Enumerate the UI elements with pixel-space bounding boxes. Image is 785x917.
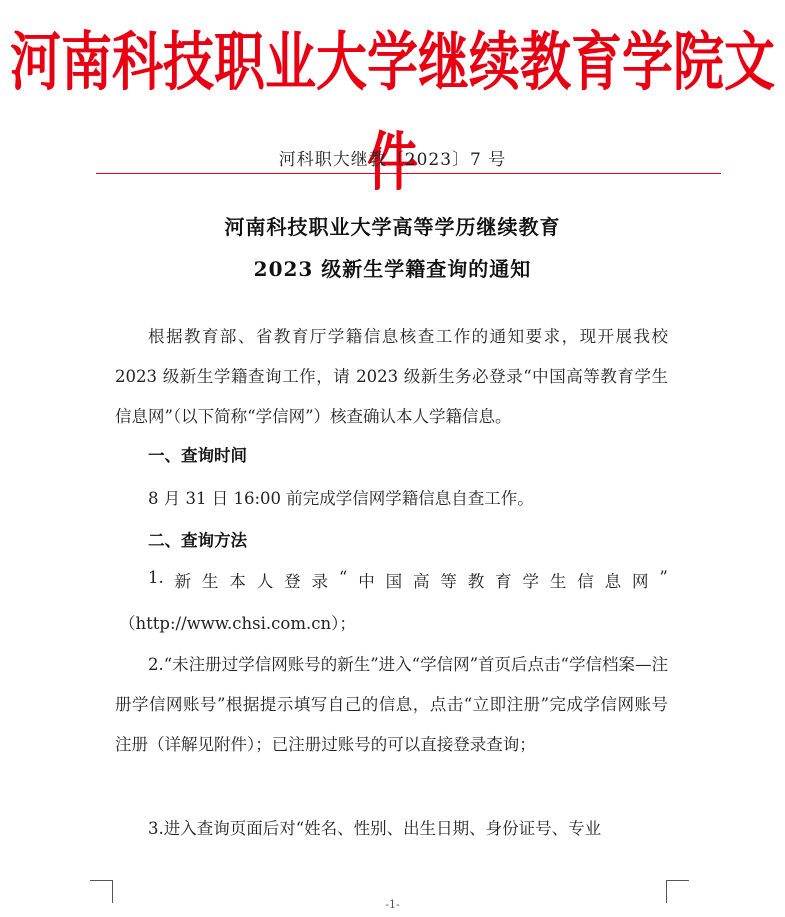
intro-paragraph: 根据教育部、省教育厅学籍信息核查工作的通知要求，现开展我校 2023 级新生学籍查询工作，请 2023 级新生务必登录“中国高等教育学生信息网”（以下简称“学信网”）核查确认本人学籍信息。 — [115, 327, 668, 426]
step-1-char: 生 — [202, 572, 219, 591]
notice-title-line-1: 河南科技职业大学高等学历继续教育 — [224, 215, 561, 239]
step-1-char: “ — [338, 568, 348, 587]
step-1-line — [148, 568, 668, 592]
step-1-char: 信 — [577, 572, 594, 591]
step-1-char: 教 — [467, 572, 485, 591]
step-1-url: （http://www.chsi.com.cn）； — [119, 614, 356, 633]
page-number: -1- — [385, 898, 400, 911]
section-heading-query-time: 一、查询时间 — [148, 446, 247, 465]
step-2-paragraph: 2.“未注册过学信网账号的新生”进入“学信网”首页后点击“学信档案—注册学信网账号”根据提示填写自己的信息，点击“立即注册”完成学信网账号注册（详解见附件）；已注册过账号的可以直接登录查询； — [115, 655, 668, 754]
notice-title-line-2: 2023 级新生学籍查询的通知 — [253, 257, 532, 281]
step-1-char: 中 — [358, 572, 375, 591]
step-1-char: 人 — [256, 572, 274, 591]
step-1-char: 登 — [284, 572, 301, 591]
step-1-char: 高 — [412, 572, 430, 591]
step-1-char: ” — [659, 568, 668, 587]
query-time-text: 8 月 31 日 16:00 前完成学信网学籍信息自查工作。 — [148, 489, 534, 508]
step-1-char: 国 — [385, 572, 403, 591]
step-1-char: 本 — [229, 572, 246, 591]
step-1-char: 录 — [311, 572, 328, 591]
step-3-paragraph: 3.进入查询页面后对“姓名、性别、出生日期、身份证号、专业 — [148, 819, 602, 838]
step-1-char: 网 — [631, 572, 649, 591]
step-1-char: 生 — [549, 572, 567, 591]
section-heading-query-method: 二、查询方法 — [148, 531, 247, 550]
step-1-char: 等 — [440, 572, 457, 591]
red-divider-line — [96, 173, 721, 174]
step-1-char: 育 — [495, 572, 512, 591]
step-1-char: 新 — [174, 572, 192, 591]
document-number: 河科职大继教〔2023〕7 号 — [278, 150, 507, 170]
step-1-char: 1. — [148, 568, 164, 587]
step-1-char: 息 — [604, 572, 622, 591]
document-masthead: 河南科技职业大学继续教育学院文件 — [9, 26, 775, 201]
step-1-char: 学 — [522, 572, 539, 591]
